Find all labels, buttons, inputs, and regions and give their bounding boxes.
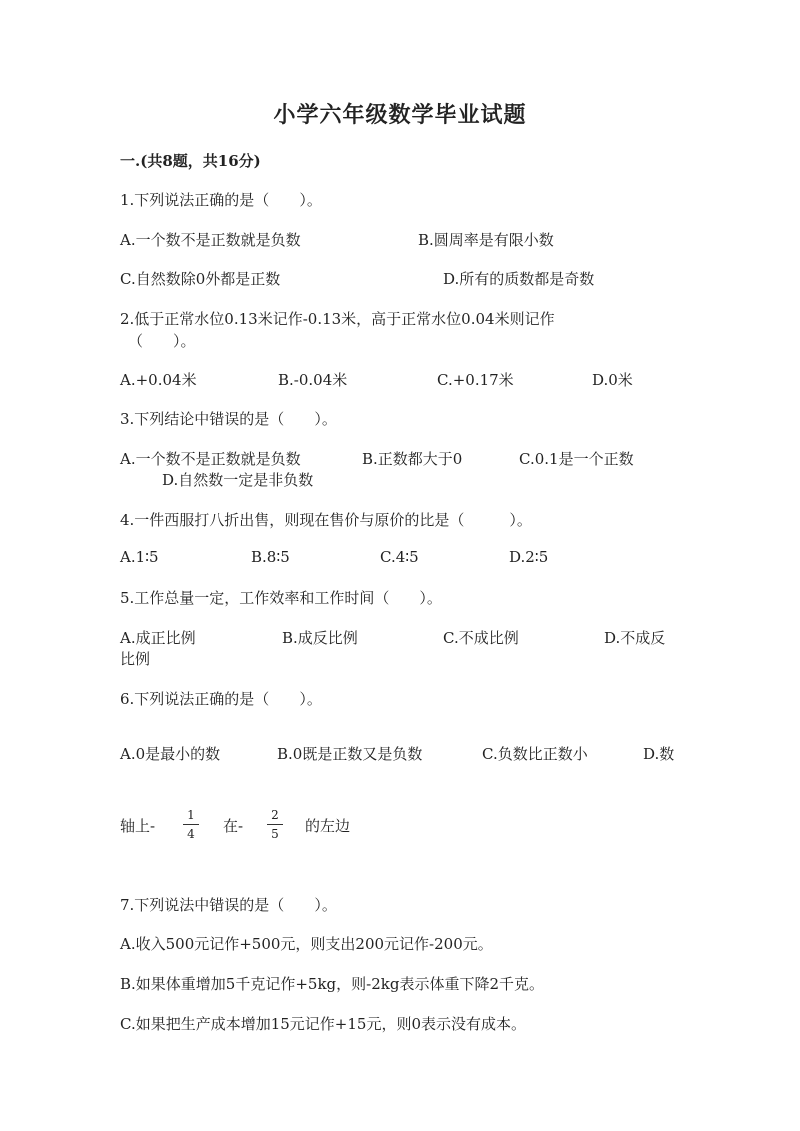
fraction-one-quarter <box>183 808 199 841</box>
question-6-option-a: A.0是最小的数 <box>120 745 221 763</box>
question-6-option-d-part3: 的左边 <box>305 817 351 835</box>
page-title: 小学六年级数学毕业试题 <box>273 102 527 128</box>
fraction-2-bar <box>267 824 283 825</box>
question-2-stem: 2.低于正常水位0.13米记作-0.13米，高于正常水位0.04米则记作 <box>120 310 555 328</box>
question-2-stem-cont: （ ）。 <box>128 332 196 350</box>
question-1-option-b: B.圆周率是有限小数 <box>418 231 554 249</box>
question-5-option-d: D.不成反 <box>604 629 666 647</box>
question-2-option-b: B.-0.04米 <box>278 371 348 389</box>
question-3-option-d: D.自然数一定是非负数 <box>162 471 314 489</box>
question-7-option-c: C.如果把生产成本增加15元记作+15元，则0表示没有成本。 <box>120 1015 526 1033</box>
question-3-option-c: C.0.1是一个正数 <box>519 450 634 468</box>
question-3-option-a: A.一个数不是正数就是负数 <box>120 450 301 468</box>
question-5-option-c: C.不成比例 <box>443 629 519 647</box>
question-7-option-a: A.收入500元记作+500元，则支出200元记作-200元。 <box>120 935 493 953</box>
fraction-2-numerator: 2 <box>271 808 279 822</box>
question-6-option-b: B.0既是正数又是负数 <box>277 745 423 763</box>
question-5-option-d-cont: 比例 <box>120 650 151 668</box>
question-2-option-a: A.+0.04米 <box>120 371 197 389</box>
fraction-1-bar <box>183 824 199 825</box>
question-1-option-a: A.一个数不是正数就是负数 <box>120 231 301 249</box>
question-6-stem: 6.下列说法正确的是（ ）。 <box>120 690 322 708</box>
question-6-option-d: D.数 <box>643 745 675 763</box>
question-5-stem: 5.工作总量一定，工作效率和工作时间（ ）。 <box>120 589 442 607</box>
question-6-option-d-part2: 在- <box>223 817 244 835</box>
section-heading: 一.(共8题，共16分) <box>120 152 261 170</box>
question-4-option-c: C.4∶5 <box>380 548 419 566</box>
question-4-option-a: A.1∶5 <box>120 548 159 566</box>
fraction-two-fifths <box>267 808 283 841</box>
question-7-stem: 7.下列说法中错误的是（ ）。 <box>120 896 337 914</box>
fraction-2-denominator: 5 <box>271 827 279 841</box>
question-2-option-d: D.0米 <box>592 371 633 389</box>
question-6-option-d-part1: 轴上- <box>120 817 156 835</box>
question-3-stem: 3.下列结论中错误的是（ ）。 <box>120 410 337 428</box>
question-4-stem: 4.一件西服打八折出售，则现在售价与原价的比是（ ）。 <box>120 511 532 529</box>
question-2-option-c: C.+0.17米 <box>437 371 514 389</box>
fraction-1-numerator: 1 <box>187 808 195 822</box>
question-4-option-b: B.8∶5 <box>251 548 290 566</box>
question-1-stem: 1.下列说法正确的是（ ）。 <box>120 191 322 209</box>
question-1-option-c: C.自然数除0外都是正数 <box>120 270 281 288</box>
question-6-option-c: C.负数比正数小 <box>482 745 588 763</box>
question-4-option-d: D.2∶5 <box>509 548 549 566</box>
question-3-option-b: B.正数都大于0 <box>362 450 463 468</box>
question-1-option-d: D.所有的质数都是奇数 <box>443 270 595 288</box>
question-5-option-a: A.成正比例 <box>120 629 196 647</box>
fraction-1-denominator: 4 <box>187 827 195 841</box>
question-5-option-b: B.成反比例 <box>282 629 358 647</box>
question-7-option-b: B.如果体重增加5千克记作+5kg，则-2kg表示体重下降2千克。 <box>120 975 544 993</box>
